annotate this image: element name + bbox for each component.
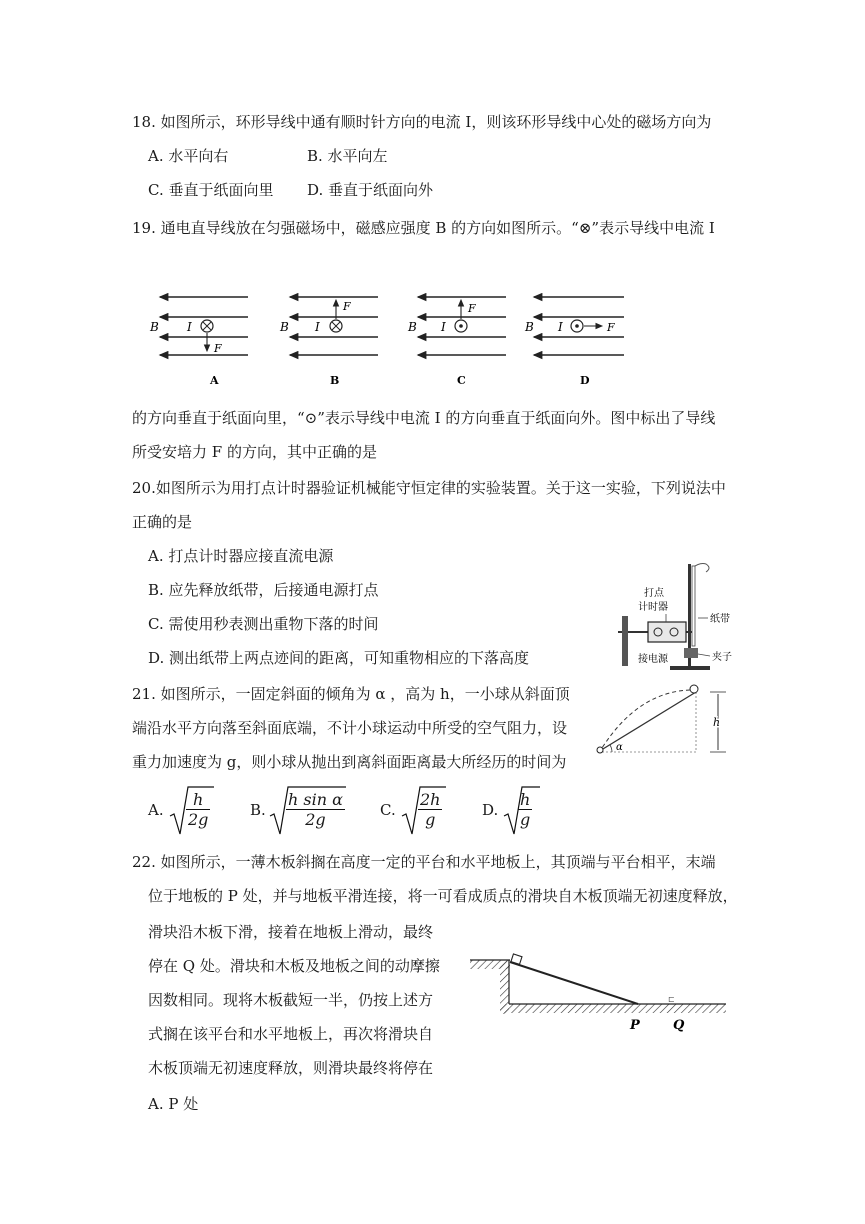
q21-incline-figure [588,680,738,762]
svg-text:F: F [468,302,476,315]
svg-text:B: B [408,320,417,334]
q22-option-a: A. P 处 [148,1095,199,1113]
svg-text:F: F [343,300,351,313]
q22-stem: 22. 如图所示，一薄木板斜搁在高度一定的平台和水平地板上，其顶端与平台相平，末端 [132,853,716,871]
q19-label-c: C [457,374,466,387]
q19-line2: 的方向垂直于纸面向里，“⊙”表示导线中电流 I 的方向垂直于纸面向外。图中标出了导线 [132,409,716,427]
q20-option-a: A. 打点计时器应接直流电源 [148,547,334,565]
q21-line3: 重力加速度为 g，则小球从抛出到离斜面距离最大所经历的时间为 [132,753,567,771]
svg-text:h: h [713,716,721,729]
q21-line2: 端沿水平方向落至斜面底端，不计小球运动中所受的空气阻力，设 [132,719,568,737]
svg-text:I: I [187,320,192,334]
q22-line2: 位于地板的 P 处，并与地板平滑连接，将一可看成质点的滑块自木板顶端无初速度释放， [148,887,738,905]
q21-option-d-label: D. [482,801,499,819]
svg-text:I: I [558,320,563,334]
q22-line7: 木板顶端无初速度释放，则滑块最终将停在 [148,1059,434,1077]
q19-panel-d [524,297,624,387]
svg-text:夹子: 夹子 [712,652,732,663]
svg-text:F: F [214,342,222,355]
q21-option-a-fraction: $\frac{h}{2g}$ [188,790,209,829]
q19-panel-a [149,297,248,387]
q20-option-c: C. 需使用秒表测出重物下落的时间 [148,615,379,633]
svg-text:α: α [616,742,623,753]
q19-label-d: D [580,374,590,387]
svg-text:I: I [441,320,446,334]
q19-label-b: B [330,374,340,387]
svg-text:打点: 打点 [644,588,664,599]
q22-line5: 因数相同。现将木板截短一半，仍按上述方 [148,991,434,1009]
q21-option-c-label: C. [380,801,396,819]
svg-text:F: F [607,321,615,334]
q18-option-c: C. 垂直于纸面向里 [148,181,274,199]
svg-text:P: P [630,1018,640,1033]
svg-text:⊏: ⊏ [668,995,675,1004]
svg-text:I: I [315,320,320,334]
q21-option-b-fraction: $\frac{\text{h sin α}}{2g}$ [288,790,343,829]
q19-panel-c [407,297,506,387]
q21-stem: 21. 如图所示，一固定斜面的倾角为 α ，高为 h，一小球从斜面顶 [132,685,570,703]
q19-label-a: A [210,374,219,387]
svg-text:计时器: 计时器 [638,602,668,613]
q20-option-b: B. 应先释放纸带，后接通电源打点 [148,581,379,599]
q20-apparatus-figure [608,556,743,674]
q19-panel-b [279,297,378,387]
q21-option-b-label: B. [250,801,266,819]
q19-line3: 所受安培力 F 的方向，其中正确的是 [132,443,377,461]
q19-figure [130,285,640,395]
svg-text:B: B [525,320,534,334]
q22-platform-figure [468,950,730,1036]
q19-stem: 19. 通电直导线放在匀强磁场中，磁感应强度 B 的方向如图所示。“⊗”表示导线中电流 I [132,219,715,237]
q20-option-d: D. 测出纸带上两点迹间的距离，可知重物相应的下落高度 [148,649,530,667]
q21-option-d-fraction: $\frac{h}{g}$ [520,790,531,829]
svg-text:纸带: 纸带 [710,614,730,625]
q21-option-c-fraction: $\frac{2h}{g}$ [420,790,441,829]
q20-line2: 正确的是 [132,513,193,531]
q19-a-b-label: B [150,320,159,334]
svg-text:接电源: 接电源 [638,654,668,665]
q22-line4: 停在 Q 处。滑块和木板及地板之间的动摩擦 [148,957,440,975]
q21-option-a-label: A. [148,801,164,819]
q18-option-d: D. 垂直于纸面向外 [307,181,434,199]
q22-line3: 滑块沿木板下滑，接着在地板上滑动，最终 [148,923,434,941]
q18-option-b: B. 水平向左 [307,147,388,165]
q22-line6: 式搁在该平台和水平地板上，再次将滑块自 [148,1025,434,1043]
q18-option-a: A. 水平向右 [148,147,229,165]
svg-text:Q: Q [673,1018,685,1033]
svg-text:B: B [280,320,289,334]
q18-stem: 18. 如图所示，环形导线中通有顺时针方向的电流 I，则该环形导线中心处的磁场方向为 [132,113,712,131]
q20-stem: 20.如图所示为用打点计时器验证机械能守恒定律的实验装置。关于这一实验，下列说法中 [132,479,726,497]
